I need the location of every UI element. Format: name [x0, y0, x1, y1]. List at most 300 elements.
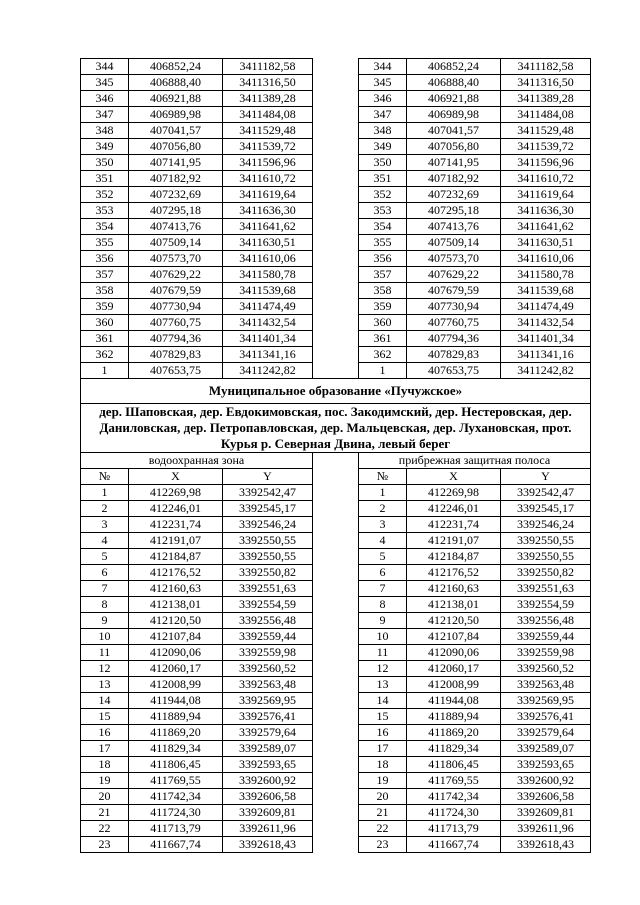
- left-point-number: 353: [81, 203, 129, 219]
- left-x-coordinate: 407760,75: [129, 315, 223, 331]
- column-gap: [313, 613, 359, 629]
- left-point-number: 352: [81, 187, 129, 203]
- right-point-number: 4: [359, 533, 407, 549]
- left-x-coordinate: 407794,36: [129, 331, 223, 347]
- left-x-coordinate: 407653,75: [129, 363, 223, 379]
- right-point-number: 345: [359, 75, 407, 91]
- right-point-number: 3: [359, 517, 407, 533]
- left-point-number: 14: [81, 693, 129, 709]
- left-x-coordinate: 407509,14: [129, 235, 223, 251]
- left-y-coordinate: 3411182,58: [223, 59, 313, 75]
- right-x-coordinate: 412090,06: [407, 645, 501, 661]
- right-point-number: 1: [359, 363, 407, 379]
- table-row: [81, 725, 591, 741]
- right-y-coordinate: 3392542,47: [501, 485, 591, 501]
- right-x-coordinate: 407413,76: [407, 219, 501, 235]
- left-x-coordinate: 412160,63: [129, 581, 223, 597]
- right-y-coordinate: 3392600,92: [501, 773, 591, 789]
- left-x-coordinate: 412107,84: [129, 629, 223, 645]
- column-gap: [313, 187, 359, 203]
- table-row: [81, 565, 591, 581]
- left-point-number: 15: [81, 709, 129, 725]
- column-gap: [313, 597, 359, 613]
- right-point-number: 16: [359, 725, 407, 741]
- left-x-coordinate: 407041,57: [129, 123, 223, 139]
- column-gap: [313, 91, 359, 107]
- column-gap: [313, 171, 359, 187]
- column-gap: [313, 315, 359, 331]
- left-x-coordinate: 407056,80: [129, 139, 223, 155]
- right-x-coordinate: 407141,95: [407, 155, 501, 171]
- right-y-coordinate: 3392589,07: [501, 741, 591, 757]
- column-gap: [313, 331, 359, 347]
- right-y-coordinate: 3392550,55: [501, 549, 591, 565]
- table-row: [81, 837, 591, 853]
- left-y-coordinate: 3392556,48: [223, 613, 313, 629]
- left-x-coordinate: 412191,07: [129, 533, 223, 549]
- right-x-coordinate: 411724,30: [407, 805, 501, 821]
- left-x-coordinate: 412008,99: [129, 677, 223, 693]
- right-y-coordinate: 3411401,34: [501, 331, 591, 347]
- right-x-coordinate: 411713,79: [407, 821, 501, 837]
- right-x-coordinate: 412231,74: [407, 517, 501, 533]
- right-y-coordinate: 3411484,08: [501, 107, 591, 123]
- right-point-number: 358: [359, 283, 407, 299]
- table-row: [81, 533, 591, 549]
- right-y-coordinate: 3392551,63: [501, 581, 591, 597]
- column-gap: [313, 347, 359, 363]
- right-point-number: 356: [359, 251, 407, 267]
- right-x-coordinate: 407629,22: [407, 267, 501, 283]
- table-row: [81, 315, 591, 331]
- right-point-number: 349: [359, 139, 407, 155]
- left-x-coordinate: 412090,06: [129, 645, 223, 661]
- left-point-number: 360: [81, 315, 129, 331]
- right-point-number: 11: [359, 645, 407, 661]
- right-point-number: 20: [359, 789, 407, 805]
- left-point-number: 20: [81, 789, 129, 805]
- left-y-coordinate: 3392606,58: [223, 789, 313, 805]
- right-x-coordinate: 412120,50: [407, 613, 501, 629]
- right-x-coordinate: 407760,75: [407, 315, 501, 331]
- right-point-number: 359: [359, 299, 407, 315]
- left-point-number: 358: [81, 283, 129, 299]
- left-point-number: 9: [81, 613, 129, 629]
- left-y-coordinate: 3411619,64: [223, 187, 313, 203]
- table-row: [81, 59, 591, 75]
- column-gap: [313, 709, 359, 725]
- right-x-coordinate: 412269,98: [407, 485, 501, 501]
- right-point-number: 10: [359, 629, 407, 645]
- table-row: [81, 155, 591, 171]
- left-point-number: 18: [81, 757, 129, 773]
- left-point-number: 348: [81, 123, 129, 139]
- table-row: [81, 251, 591, 267]
- right-y-coordinate: 3411636,30: [501, 203, 591, 219]
- left-x-coordinate: 412231,74: [129, 517, 223, 533]
- column-gap: [313, 741, 359, 757]
- left-y-coordinate: 3392579,64: [223, 725, 313, 741]
- left-y-coordinate: 3411484,08: [223, 107, 313, 123]
- right-x-coordinate: 407295,18: [407, 203, 501, 219]
- left-y-coordinate: 3411401,34: [223, 331, 313, 347]
- column-gap: [313, 155, 359, 171]
- column-gap: [313, 789, 359, 805]
- left-x-coordinate: 412120,50: [129, 613, 223, 629]
- left-point-number: 2: [81, 501, 129, 517]
- right-y-coordinate: 3411539,72: [501, 139, 591, 155]
- right-point-number: 355: [359, 235, 407, 251]
- column-gap: [313, 453, 359, 469]
- right-x-coordinate: 411869,20: [407, 725, 501, 741]
- top-rows-section: [81, 59, 591, 379]
- column-gap: [313, 59, 359, 75]
- left-x-coordinate: 407182,92: [129, 171, 223, 187]
- left-y-coordinate: 3411474,49: [223, 299, 313, 315]
- left-x-coordinate: 411713,79: [129, 821, 223, 837]
- column-gap: [313, 219, 359, 235]
- column-gap: [313, 773, 359, 789]
- left-point-number: 22: [81, 821, 129, 837]
- left-y-coordinate: 3411316,50: [223, 75, 313, 91]
- column-gap: [313, 75, 359, 91]
- left-x-coordinate: 412246,01: [129, 501, 223, 517]
- left-y-coordinate: 3392609,81: [223, 805, 313, 821]
- table-row: [81, 741, 591, 757]
- left-y-coordinate: 3392546,24: [223, 517, 313, 533]
- left-x-coordinate: 406852,24: [129, 59, 223, 75]
- column-gap: [313, 139, 359, 155]
- left-x-coordinate: 407232,69: [129, 187, 223, 203]
- right-y-coordinate: 3392560,52: [501, 661, 591, 677]
- left-y-coordinate: 3392560,52: [223, 661, 313, 677]
- left-y-coordinate: 3411630,51: [223, 235, 313, 251]
- table-row: [81, 485, 591, 501]
- left-y-coordinate: 3392563,48: [223, 677, 313, 693]
- left-y-coordinate: 3411341,16: [223, 347, 313, 363]
- column-gap: [313, 725, 359, 741]
- left-y-coordinate: 3392550,82: [223, 565, 313, 581]
- left-y-coordinate: 3411610,06: [223, 251, 313, 267]
- right-x-coordinate: 412191,07: [407, 533, 501, 549]
- left-x-coordinate: 411944,08: [129, 693, 223, 709]
- right-x-coordinate: 411742,34: [407, 789, 501, 805]
- section-header: [81, 379, 591, 485]
- table-row: [81, 789, 591, 805]
- right-x-coordinate: 407573,70: [407, 251, 501, 267]
- right-point-number: 15: [359, 709, 407, 725]
- right-y-coordinate: 3411389,28: [501, 91, 591, 107]
- right-point-number: 17: [359, 741, 407, 757]
- right-x-coordinate: 411769,55: [407, 773, 501, 789]
- right-point-number: 344: [359, 59, 407, 75]
- left-x-coordinate: 406989,98: [129, 107, 223, 123]
- left-y-coordinate: 3392589,07: [223, 741, 313, 757]
- left-point-number: 349: [81, 139, 129, 155]
- right-x-coordinate: 412184,87: [407, 549, 501, 565]
- table-row: [81, 331, 591, 347]
- column-gap: [313, 549, 359, 565]
- left-x-coordinate: 412176,52: [129, 565, 223, 581]
- right-y-coordinate: 3411539,68: [501, 283, 591, 299]
- right-point-number: 23: [359, 837, 407, 853]
- left-y-coordinate: 3411636,30: [223, 203, 313, 219]
- column-gap: [313, 677, 359, 693]
- column-gap: [313, 235, 359, 251]
- left-y-coordinate: 3411242,82: [223, 363, 313, 379]
- left-y-coordinate: 3411389,28: [223, 91, 313, 107]
- right-y-coordinate: 3411596,96: [501, 155, 591, 171]
- left-point-number: 13: [81, 677, 129, 693]
- left-y-coordinate: 3392593,65: [223, 757, 313, 773]
- right-point-number: 14: [359, 693, 407, 709]
- left-x-coordinate: 411724,30: [129, 805, 223, 821]
- right-y-coordinate: 3411630,51: [501, 235, 591, 251]
- table-row: [81, 677, 591, 693]
- left-x-coordinate: 406888,40: [129, 75, 223, 91]
- table-row: [81, 517, 591, 533]
- right-x-coordinate: 407679,59: [407, 283, 501, 299]
- right-y-coordinate: 3411432,54: [501, 315, 591, 331]
- right-point-number: 21: [359, 805, 407, 821]
- table-row: [81, 629, 591, 645]
- right-x-coordinate: 412138,01: [407, 597, 501, 613]
- left-point-number: 355: [81, 235, 129, 251]
- right-point-number: 12: [359, 661, 407, 677]
- right-point-number: 347: [359, 107, 407, 123]
- left-col-x-header: X: [129, 469, 223, 485]
- right-point-number: 13: [359, 677, 407, 693]
- table-row: [81, 171, 591, 187]
- table-row: [81, 123, 591, 139]
- right-y-coordinate: 3411474,49: [501, 299, 591, 315]
- right-y-coordinate: 3411316,50: [501, 75, 591, 91]
- left-x-coordinate: 412060,17: [129, 661, 223, 677]
- left-point-number: 346: [81, 91, 129, 107]
- column-gap: [313, 203, 359, 219]
- table-row: [81, 757, 591, 773]
- right-y-coordinate: 3392593,65: [501, 757, 591, 773]
- left-point-number: 12: [81, 661, 129, 677]
- right-y-coordinate: 3392550,55: [501, 533, 591, 549]
- right-point-number: 350: [359, 155, 407, 171]
- table-row: [81, 549, 591, 565]
- left-x-coordinate: 411829,34: [129, 741, 223, 757]
- left-y-coordinate: 3392559,44: [223, 629, 313, 645]
- right-x-coordinate: 412008,99: [407, 677, 501, 693]
- left-point-number: 357: [81, 267, 129, 283]
- table-row: [81, 91, 591, 107]
- right-point-number: 361: [359, 331, 407, 347]
- column-gap: [313, 469, 359, 485]
- right-table-title: прибрежная защитная полоса: [359, 453, 591, 469]
- left-x-coordinate: 411742,34: [129, 789, 223, 805]
- right-x-coordinate: 407182,92: [407, 171, 501, 187]
- right-y-coordinate: 3411182,58: [501, 59, 591, 75]
- left-x-coordinate: 407141,95: [129, 155, 223, 171]
- left-y-coordinate: 3411539,72: [223, 139, 313, 155]
- left-point-number: 3: [81, 517, 129, 533]
- left-x-coordinate: 407413,76: [129, 219, 223, 235]
- right-y-coordinate: 3392576,41: [501, 709, 591, 725]
- right-x-coordinate: 412160,63: [407, 581, 501, 597]
- left-point-number: 359: [81, 299, 129, 315]
- table-row: [81, 645, 591, 661]
- right-y-coordinate: 3392550,82: [501, 565, 591, 581]
- right-x-coordinate: 407056,80: [407, 139, 501, 155]
- right-x-coordinate: 407653,75: [407, 363, 501, 379]
- right-x-coordinate: 407509,14: [407, 235, 501, 251]
- column-gap: [313, 299, 359, 315]
- left-x-coordinate: 407730,94: [129, 299, 223, 315]
- table-row: [81, 75, 591, 91]
- right-y-coordinate: 3392546,24: [501, 517, 591, 533]
- table-row: [81, 581, 591, 597]
- left-point-number: 362: [81, 347, 129, 363]
- right-x-coordinate: 412246,01: [407, 501, 501, 517]
- column-gap: [313, 581, 359, 597]
- right-point-number: 9: [359, 613, 407, 629]
- left-point-number: 354: [81, 219, 129, 235]
- settlements-description: дер. Шаповская, дер. Евдокимовская, пос. Закодимский, дер. Нестеровская, дер. Даниловская, дер. Петропавловская, дер. Мальцевская, дер. Лухановская, прот. Курья р. Северная Двина, левый берег: [81, 404, 591, 453]
- left-y-coordinate: 3392545,17: [223, 501, 313, 517]
- left-y-coordinate: 3392576,41: [223, 709, 313, 725]
- column-gap: [313, 645, 359, 661]
- left-y-coordinate: 3392569,95: [223, 693, 313, 709]
- table-row: [81, 693, 591, 709]
- right-point-number: 19: [359, 773, 407, 789]
- column-gap: [313, 757, 359, 773]
- right-x-coordinate: 407829,83: [407, 347, 501, 363]
- table-row: [81, 347, 591, 363]
- table-row: [81, 219, 591, 235]
- left-point-number: 4: [81, 533, 129, 549]
- right-point-number: 353: [359, 203, 407, 219]
- right-y-coordinate: 3392545,17: [501, 501, 591, 517]
- right-y-coordinate: 3392618,43: [501, 837, 591, 853]
- right-y-coordinate: 3392579,64: [501, 725, 591, 741]
- left-table-title: водоохранная зона: [81, 453, 313, 469]
- left-col-number-header: №: [81, 469, 129, 485]
- left-x-coordinate: 407829,83: [129, 347, 223, 363]
- table-row: [81, 805, 591, 821]
- right-x-coordinate: 407232,69: [407, 187, 501, 203]
- right-y-coordinate: 3392606,58: [501, 789, 591, 805]
- column-gap: [313, 693, 359, 709]
- left-point-number: 8: [81, 597, 129, 613]
- column-gap: [313, 485, 359, 501]
- left-x-coordinate: 407679,59: [129, 283, 223, 299]
- left-y-coordinate: 3392551,63: [223, 581, 313, 597]
- right-y-coordinate: 3411341,16: [501, 347, 591, 363]
- table-row: [81, 501, 591, 517]
- left-y-coordinate: 3411610,72: [223, 171, 313, 187]
- left-x-coordinate: 411667,74: [129, 837, 223, 853]
- left-point-number: 11: [81, 645, 129, 661]
- right-x-coordinate: 406852,24: [407, 59, 501, 75]
- column-gap: [313, 107, 359, 123]
- column-gap: [313, 821, 359, 837]
- left-y-coordinate: 3392550,55: [223, 549, 313, 565]
- right-x-coordinate: 412176,52: [407, 565, 501, 581]
- column-gap: [313, 501, 359, 517]
- coordinates-table: [80, 58, 591, 853]
- left-y-coordinate: 3392542,47: [223, 485, 313, 501]
- column-gap: [313, 267, 359, 283]
- left-x-coordinate: 412269,98: [129, 485, 223, 501]
- left-x-coordinate: 411869,20: [129, 725, 223, 741]
- right-point-number: 352: [359, 187, 407, 203]
- right-y-coordinate: 3411610,06: [501, 251, 591, 267]
- column-gap: [313, 533, 359, 549]
- column-gap: [313, 517, 359, 533]
- right-x-coordinate: 407730,94: [407, 299, 501, 315]
- table-row: [81, 821, 591, 837]
- right-x-coordinate: 406888,40: [407, 75, 501, 91]
- right-y-coordinate: 3392556,48: [501, 613, 591, 629]
- left-x-coordinate: 411769,55: [129, 773, 223, 789]
- left-point-number: 1: [81, 363, 129, 379]
- right-x-coordinate: 412107,84: [407, 629, 501, 645]
- left-x-coordinate: 407573,70: [129, 251, 223, 267]
- left-point-number: 7: [81, 581, 129, 597]
- column-gap: [313, 123, 359, 139]
- left-y-coordinate: 3411539,68: [223, 283, 313, 299]
- left-point-number: 16: [81, 725, 129, 741]
- right-point-number: 8: [359, 597, 407, 613]
- left-point-number: 351: [81, 171, 129, 187]
- right-point-number: 1: [359, 485, 407, 501]
- right-x-coordinate: 406921,88: [407, 91, 501, 107]
- left-x-coordinate: 411889,94: [129, 709, 223, 725]
- column-gap: [313, 363, 359, 379]
- right-point-number: 357: [359, 267, 407, 283]
- right-y-coordinate: 3411529,48: [501, 123, 591, 139]
- table-row: [81, 661, 591, 677]
- right-x-coordinate: 406989,98: [407, 107, 501, 123]
- left-y-coordinate: 3392559,98: [223, 645, 313, 661]
- left-point-number: 5: [81, 549, 129, 565]
- left-y-coordinate: 3411529,48: [223, 123, 313, 139]
- left-point-number: 344: [81, 59, 129, 75]
- left-point-number: 356: [81, 251, 129, 267]
- right-y-coordinate: 3411242,82: [501, 363, 591, 379]
- right-y-coordinate: 3411610,72: [501, 171, 591, 187]
- right-y-coordinate: 3392554,59: [501, 597, 591, 613]
- left-x-coordinate: 406921,88: [129, 91, 223, 107]
- column-gap: [313, 251, 359, 267]
- right-y-coordinate: 3392559,44: [501, 629, 591, 645]
- table-row: [81, 613, 591, 629]
- table-row: [81, 299, 591, 315]
- table-row: [81, 203, 591, 219]
- left-y-coordinate: 3411641,62: [223, 219, 313, 235]
- right-point-number: 2: [359, 501, 407, 517]
- column-gap: [313, 837, 359, 853]
- column-gap: [313, 661, 359, 677]
- right-col-x-header: X: [407, 469, 501, 485]
- left-x-coordinate: 412138,01: [129, 597, 223, 613]
- right-point-number: 6: [359, 565, 407, 581]
- table-row: [81, 709, 591, 725]
- column-gap: [313, 283, 359, 299]
- right-point-number: 18: [359, 757, 407, 773]
- left-y-coordinate: 3411432,54: [223, 315, 313, 331]
- right-point-number: 362: [359, 347, 407, 363]
- right-y-coordinate: 3411580,78: [501, 267, 591, 283]
- right-point-number: 5: [359, 549, 407, 565]
- left-y-coordinate: 3411596,96: [223, 155, 313, 171]
